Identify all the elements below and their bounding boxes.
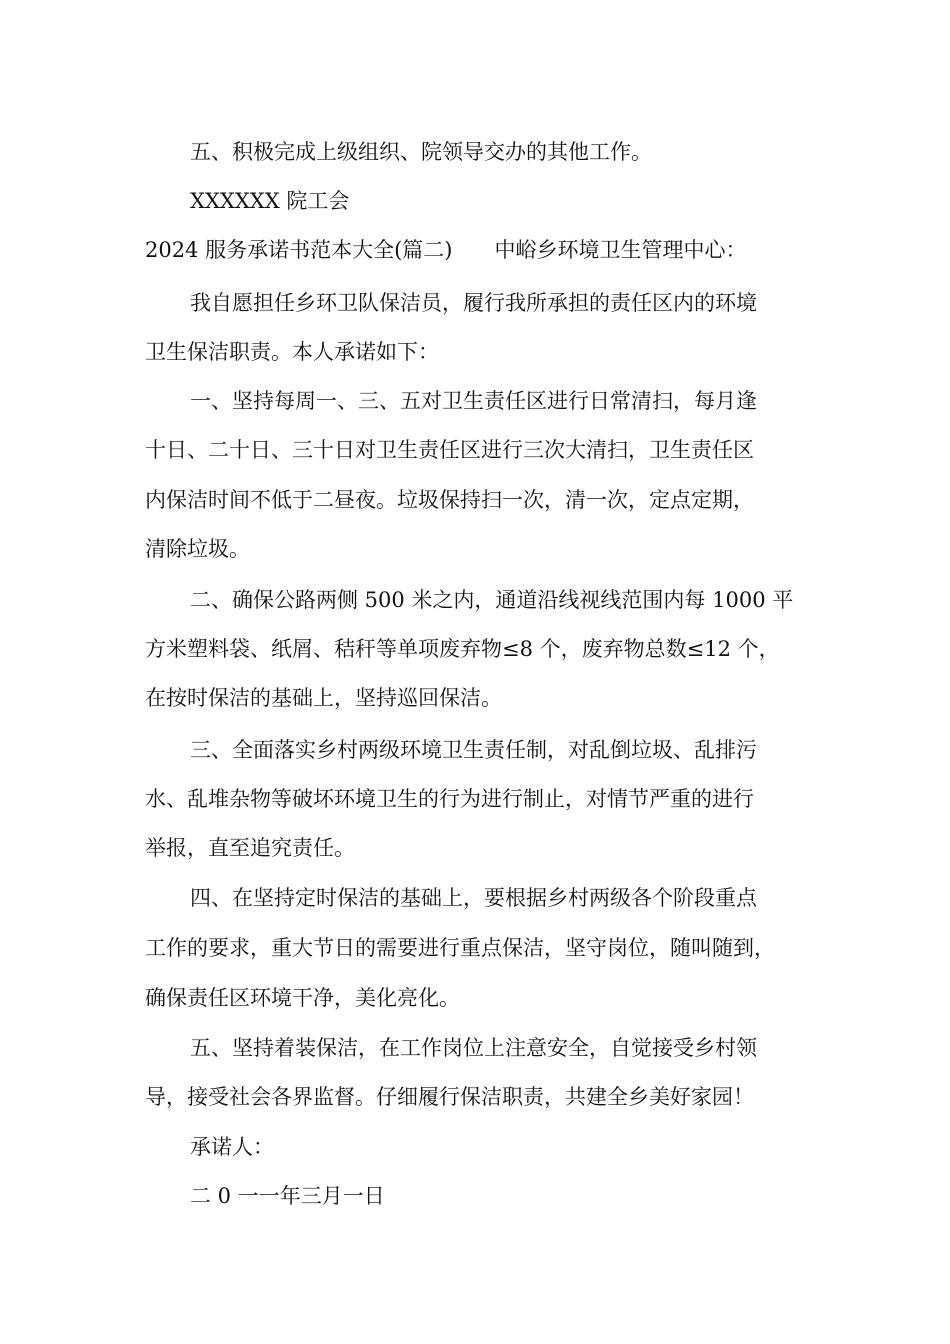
text-line: 举报，直至追究责任。 [145,836,355,860]
text-line: 导，接受社会各界监督。仔细履行保洁职责，共建全乡美好家园！ [145,1085,754,1109]
text-line: 工作的要求，重大节日的需要进行重点保洁，坚守岗位，随叫随到， [145,936,775,960]
text-line: 二、确保公路两侧 500 米之内，通道沿线视线范围内每 1000 平 [190,588,794,612]
text-line: 五、积极完成上级组织、院领导交办的其他工作。 [190,140,652,164]
text-line: 清除垃圾。 [145,537,250,561]
text-line: XXXXXX 院工会 [190,189,350,213]
text-line: 一、坚持每周一、三、五对卫生责任区进行日常清扫，每月逢 [190,389,757,413]
text-line: 方米塑料袋、纸屑、秸秆等单项废弃物≤8 个，废弃物总数≤12 个， [145,637,780,661]
text-line: 卫生保洁职责。本人承诺如下： [145,340,439,364]
signature-label: 承诺人： [190,1135,274,1159]
text-line: 在按时保洁的基础上，坚持巡回保洁。 [145,686,502,710]
text-line: 内保洁时间不低于二昼夜。垃圾保持扫一次，清一次，定点定期， [145,488,754,512]
text-line: 确保责任区环境干净，美化亮化。 [145,986,460,1010]
date-line: 二 0 一一年三月一日 [190,1184,385,1208]
text-line: 水、乱堆杂物等破坏环境卫生的行为进行制止，对情节严重的进行 [145,787,754,811]
text-line: 五、坚持着装保洁，在工作岗位上注意安全，自觉接受乡村领 [190,1036,757,1060]
section-heading: 2024 服务承诺书范本大全(篇二) 中峪乡环境卫生管理中心： [145,238,747,262]
text-line: 三、全面落实乡村两级环境卫生责任制，对乱倒垃圾、乱排污 [190,738,757,762]
text-line: 我自愿担任乡环卫队保洁员，履行我所承担的责任区内的环境 [190,291,757,315]
text-line: 十日、二十日、三十日对卫生责任区进行三次大清扫，卫生责任区 [145,438,754,462]
text-line: 四、在坚持定时保洁的基础上，要根据乡村两级各个阶段重点 [190,886,757,910]
